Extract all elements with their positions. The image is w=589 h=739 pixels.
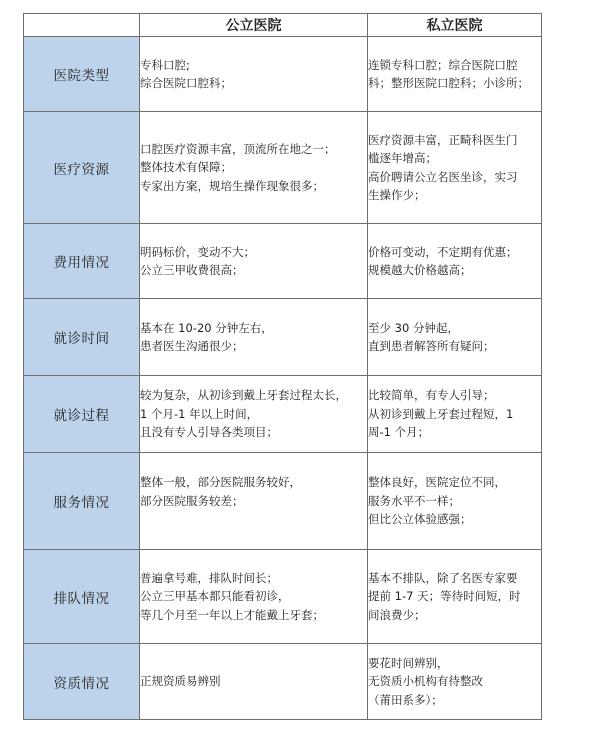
cell-line: 且没有专人引导各类项目； [140,425,278,440]
cell-line: 整体良好，医院定位不同， [368,475,506,490]
cell-line: 整体技术有保障； [140,160,232,175]
cell-line: 明码标价，变动不大； [140,244,255,259]
cell-line: 患者医生沟通很少； [140,339,244,353]
cell-line: 专家出方案，规培生操作现象很多； [140,178,324,193]
public-cell [140,299,368,376]
cell-line: 1 个月-1 年以上时间， [140,406,259,421]
cell-line: 口腔医疗资源丰富，顶流所在地之一； [140,141,336,156]
private-cell [368,453,542,550]
cell-line: 公立三甲收费很高； [140,263,244,277]
cell-line: 比较简单，有专人引导； [368,388,495,403]
private-cell [368,37,542,112]
header-public-hospital: 公立医院 [140,14,368,37]
cell-line: 较为复杂，从初诊到戴上牙套过程太长， [140,388,347,403]
row-label-qualification: 资质情况 [24,644,140,720]
cell-line: 部分医院服务较差； [140,493,244,508]
row-label-hospital-type: 医院类型 [24,37,140,112]
cell-line: 价格可变动，不定期有优惠； [368,244,518,259]
public-cell [140,376,368,453]
cell-line: 周-1 个月； [368,425,430,440]
table-row [24,112,542,224]
cell-line: 从初诊到戴上牙套过程短，1 [368,406,514,421]
header-row [24,14,542,37]
cell-line: 科；整形医院口腔科；小诊所； [368,76,529,90]
cell-line: 直到患者解答所有疑问； [368,339,495,353]
header-corner-cell [24,14,140,37]
row-label-visit-time: 就诊时间 [24,299,140,376]
cell-line: 基本在 10-20 分钟左右， [140,320,273,335]
public-cell [140,644,368,720]
cell-line: 槛逐年增高； [368,151,437,165]
cell-line: 高价聘请公立名医坐诊，实习 [368,169,518,184]
cell-line: 要花时间辨别， [368,655,449,670]
cell-line: 无资质小机构有待整改 [368,674,483,689]
row-label-queue: 排队情况 [24,550,140,644]
row-label-visit-process: 就诊过程 [24,376,140,453]
public-cell [140,453,368,550]
table-row [24,224,542,299]
cell-line: 公立三甲基本都只能看初诊， [140,589,290,604]
cell-line: 规模越大价格越高； [368,263,472,277]
cell-line: 正规资质易辨别 [140,674,221,689]
cell-line: 基本不排队，除了名医专家要 [368,570,518,585]
table-row [24,550,542,644]
private-cell [368,376,542,453]
row-label-medical-resources: 医疗资源 [24,112,140,224]
private-cell [368,550,542,644]
table-row [24,376,542,453]
public-cell [140,112,368,224]
cell-line: 生操作少； [368,188,426,202]
private-cell [368,299,542,376]
cell-line: 服务水平不一样； [368,493,460,508]
cell-line: 提前 1-7 天；等待时间短，时 [368,589,521,604]
cell-line: 整体一般，部分医院服务较好， [140,475,301,489]
cell-line: 综合医院口腔科； [140,76,232,90]
cell-line: 间浪费少； [368,607,426,622]
table-row [24,299,542,376]
public-cell [140,550,368,644]
row-label-cost: 费用情况 [24,224,140,299]
cell-line: 至少 30 分钟起， [368,320,459,335]
table-row [24,453,542,550]
cell-line: 等几个月至一年以上才能戴上牙套； [140,607,324,622]
cell-line: 医疗资源丰富，正畸科医生门 [368,132,518,147]
table-row [24,37,542,112]
table-row [24,644,542,720]
cell-line: 连锁专科口腔；综合医院口腔 [368,57,518,72]
comparison-table [23,13,542,720]
private-cell [368,644,542,720]
public-cell [140,224,368,299]
private-cell [368,224,542,299]
cell-line: 专科口腔; [140,57,190,72]
cell-line: （莆田系多）； [368,692,443,707]
public-cell [140,37,368,112]
row-label-service: 服务情况 [24,453,140,550]
cell-line: 但比公立体验感强； [368,512,472,527]
cell-line: 普遍拿号难，排队时间长； [140,570,278,585]
header-private-hospital: 私立医院 [368,14,542,37]
private-cell [368,112,542,224]
